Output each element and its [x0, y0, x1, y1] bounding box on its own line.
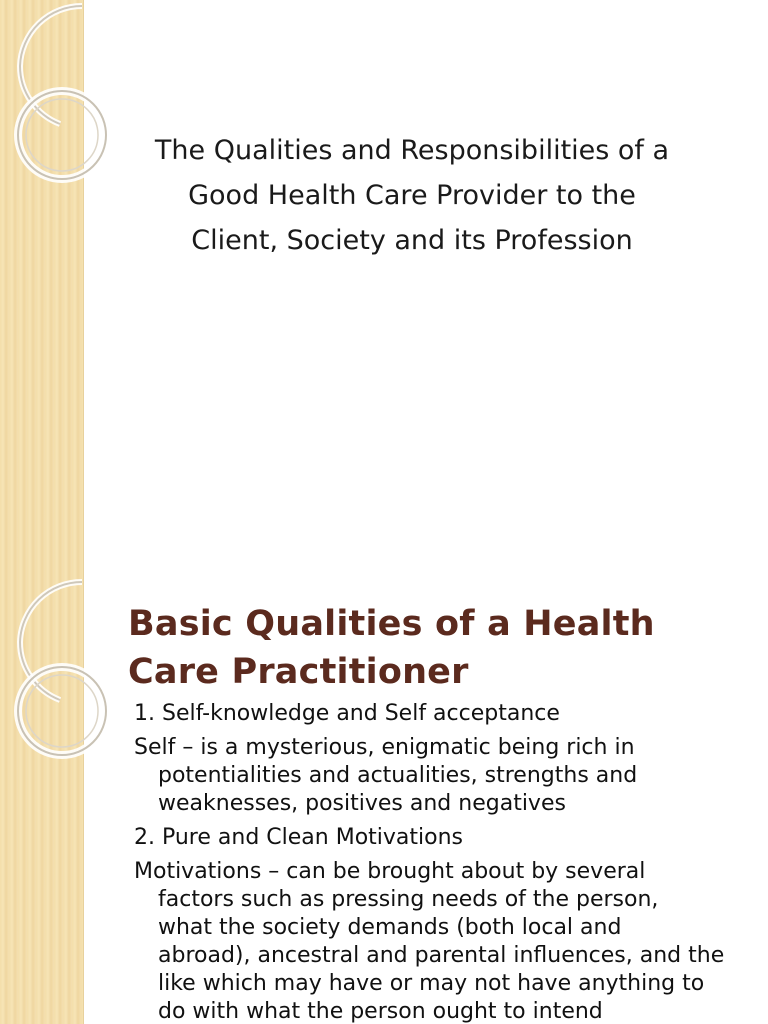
list-item — [134, 824, 762, 852]
list-item — [134, 700, 762, 728]
item-line: what the society demands (both local and — [158, 915, 622, 940]
rings-decoration-icon — [0, 576, 130, 776]
title-line: Good Health Care Provider to the — [188, 180, 636, 211]
list-item — [134, 858, 762, 1024]
item-line: potentialities and actualities, strengths and — [158, 763, 638, 788]
item-line: factors such as pressing needs of the person, — [158, 887, 659, 912]
slide-title — [112, 128, 712, 263]
slide-heading — [128, 600, 758, 696]
slide-2 — [0, 576, 768, 1024]
item-line: abroad), ancestral and parental influences, and the — [158, 943, 725, 968]
title-line: Client, Society and its Profession — [191, 225, 633, 256]
title-line: The Qualities and Responsibilities of a — [154, 135, 670, 166]
item-line: 2. Pure and Clean Motivations — [134, 825, 463, 850]
item-line: 1. Self-knowledge and Self acceptance — [134, 701, 560, 726]
heading-line: Basic Qualities of a Health — [128, 604, 655, 644]
item-line: like which may have or may not have anything to — [158, 971, 705, 996]
slide-body — [134, 700, 762, 1024]
item-line: weaknesses, positives and negatives — [158, 791, 566, 816]
heading-line: Care Practitioner — [128, 652, 469, 692]
item-line: do with what the person ought to intend — [158, 999, 603, 1024]
list-item — [134, 734, 762, 818]
rings-decoration-icon — [0, 0, 130, 200]
item-line: Motivations – can be brought about by several — [134, 859, 646, 884]
item-line: Self – is a mysterious, enigmatic being rich in — [134, 735, 635, 760]
